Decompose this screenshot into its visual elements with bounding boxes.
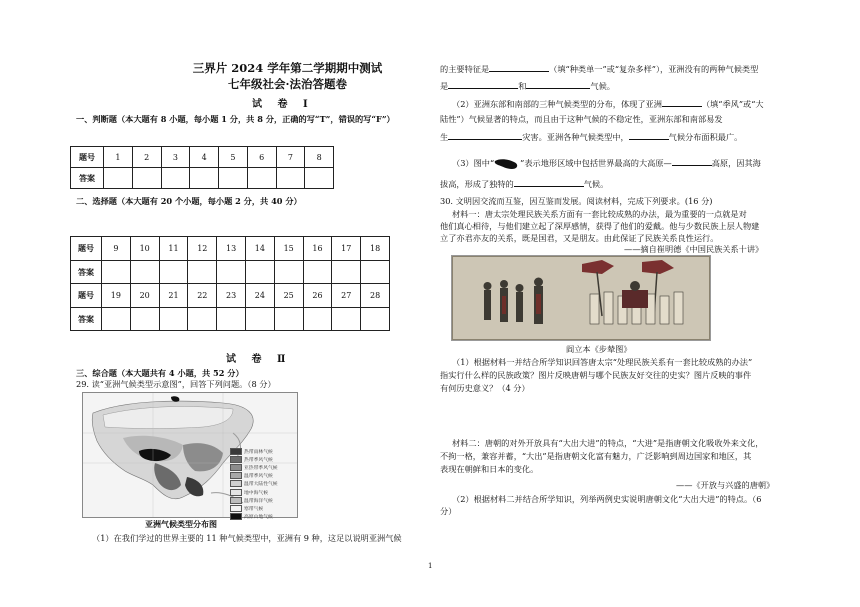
q30-part1-line: （1）根据材料一并结合所学知识回答唐太宗“处理民族关系有一套比较成熟的办法” [452, 357, 753, 367]
page-number: 1 [428, 562, 433, 570]
question-number: 21 [159, 284, 188, 308]
question-number: 17 [332, 237, 361, 261]
fill-blank[interactable] [662, 98, 702, 107]
text-span: 和 [518, 81, 527, 91]
answer-cell[interactable] [305, 168, 334, 189]
table-row-header: 题号 [71, 284, 102, 308]
legend-swatch [230, 505, 242, 512]
legend-swatch [230, 513, 242, 520]
question-number: 14 [245, 237, 274, 261]
question-number: 8 [305, 147, 334, 168]
fill-blank[interactable] [672, 157, 712, 166]
legend-label: 热带季风气候 [244, 457, 273, 463]
question-number: 11 [159, 237, 188, 261]
text-span: （3）图中“ [452, 158, 495, 168]
legend-swatch [230, 448, 242, 455]
text-span: （填“种类单一”或“复杂多样”），亚洲没有的两种气候类型 [549, 64, 759, 74]
legend-item [230, 455, 278, 463]
paper-2-label: 试 卷 Ⅱ [226, 354, 292, 365]
answer-line [440, 131, 742, 142]
question-number: 23 [217, 284, 246, 308]
table-row-header: 答案 [71, 308, 102, 331]
fill-blank[interactable] [526, 80, 590, 89]
legend-label: 温带季风气候 [244, 474, 273, 480]
text-span: 气候。 [590, 81, 615, 91]
fill-blank[interactable] [448, 80, 518, 89]
answer-cell[interactable] [188, 261, 217, 284]
question-number: 20 [130, 284, 159, 308]
answer-cell[interactable] [361, 261, 390, 284]
text-span: 是 [440, 81, 449, 91]
plateau-symbol-icon [494, 157, 520, 171]
map-legend [230, 447, 278, 521]
table-row-header: 题号 [71, 147, 104, 168]
legend-label: 地中海气候 [244, 490, 268, 496]
fill-blank[interactable] [514, 178, 584, 187]
material1-line: 他们真心相待，与他们建立起了深厚感情，获得了他们的爱戴。他与少数民族上层人物建 [440, 221, 760, 231]
answer-cell[interactable] [361, 308, 390, 331]
legend-swatch [230, 472, 242, 479]
q29-intro: 29. 读“亚洲气候类型示意图”，回答下列问题。（8 分） [76, 379, 276, 389]
answer-cell[interactable] [102, 308, 131, 331]
text-span: 气候分布面积最广。 [668, 132, 743, 142]
question-number: 4 [190, 147, 219, 168]
material2-line: 材料二：唐朝的对外开放具有“大出大进”的特点，“大进”是指唐朝文化吸收外来文化， [452, 438, 764, 448]
answer-line: 陆性”）气候显著的特点，而且由于这种气候的不稳定性，亚洲东部和南部易发 [440, 114, 723, 124]
legend-label: 热带雨林气候 [244, 449, 273, 455]
answer-cell[interactable] [219, 168, 248, 189]
question-number: 5 [219, 147, 248, 168]
answer-line [452, 98, 764, 109]
answer-line [452, 157, 761, 171]
text-span: 拔高，形成了独特的 [440, 179, 514, 189]
paper-1-label: 试 卷 I [252, 99, 314, 110]
map-caption: 亚洲气候类型分布图 [145, 520, 217, 529]
legend-label: 温带大陆性气候 [244, 482, 278, 488]
answer-cell[interactable] [303, 308, 332, 331]
answer-line [440, 178, 608, 189]
question-number: 22 [188, 284, 217, 308]
text-span: （填“季风”或“大 [701, 99, 764, 109]
answer-cell[interactable] [217, 261, 246, 284]
legend-swatch [230, 464, 242, 471]
exam-title: 三界片 2024 学年第二学期期中测试 [192, 61, 383, 75]
answer-cell[interactable] [245, 308, 274, 331]
legend-swatch [230, 456, 242, 463]
q30-part1-line: 指实行什么样的民族政策？图片反映唐朝与哪个民族友好交往的史实？图片反映的事件 [440, 370, 752, 380]
q29-part1: （1）在我们学过的世界主要的 11 种气候类型中，亚洲有 9 种，这足以说明亚洲气候 [92, 533, 402, 543]
question-number: 9 [102, 237, 131, 261]
choice-answer-table [70, 236, 390, 331]
answer-line [440, 63, 758, 74]
material1-line: 立了亦君亦友的关系，既是国君，又是朋友。由此保证了民族关系良性运行。 [440, 233, 719, 243]
question-number: 19 [102, 284, 131, 308]
table-row-header: 答案 [71, 261, 102, 284]
answer-cell[interactable] [332, 261, 361, 284]
answer-cell[interactable] [130, 308, 159, 331]
question-number: 24 [245, 284, 274, 308]
table-row-header: 题号 [71, 237, 102, 261]
section3-heading: 三、综合题（本大题共有 4 小题，共 52 分） [76, 368, 244, 378]
legend-item [230, 480, 278, 488]
legend-label: 亚热带季风气候 [244, 465, 278, 471]
legend-item [230, 472, 278, 480]
answer-cell[interactable] [159, 261, 188, 284]
question-number: 7 [276, 147, 305, 168]
answer-cell[interactable] [274, 308, 303, 331]
answer-cell[interactable] [130, 261, 159, 284]
painting-caption: 阎立本《步辇图》 [566, 344, 632, 354]
question-number: 3 [161, 147, 190, 168]
answer-cell[interactable] [161, 168, 190, 189]
legend-item [230, 513, 278, 521]
legend-swatch [230, 497, 242, 504]
text-span: 的主要特征是 [440, 64, 490, 74]
legend-label: 温带海洋气候 [244, 498, 273, 504]
legend-item [230, 504, 278, 512]
legend-item [230, 496, 278, 504]
q30-part2-line: （2）根据材料二并结合所学知识，列举两例史实说明唐朝文化“大出大进”的特点。（6 [452, 494, 762, 504]
question-number: 25 [274, 284, 303, 308]
text-span: 气候。 [583, 179, 609, 189]
material1-source: ——摘自崔明德《中国民族关系十讲》 [624, 244, 764, 254]
answer-cell[interactable] [104, 168, 133, 189]
section1-heading: 一、判断题（本大题有 8 小题，每小题 1 分，共 8 分，正确的写“T”，错误的写“F”） [76, 114, 395, 124]
text-span: 生 [440, 132, 449, 142]
legend-item [230, 463, 278, 471]
question-number: 16 [303, 237, 332, 261]
legend-item [230, 488, 278, 496]
text-span: 高原，因其海 [711, 158, 761, 168]
answer-cell[interactable] [217, 308, 246, 331]
answer-cell[interactable] [188, 308, 217, 331]
legend-label: 寒带气候 [244, 506, 264, 512]
answer-cell[interactable] [190, 168, 219, 189]
answer-line [440, 80, 615, 91]
painting-drawing [452, 256, 710, 340]
question-number: 18 [361, 237, 390, 261]
legend-swatch [230, 480, 242, 487]
answer-cell[interactable] [247, 168, 276, 189]
q30-part2-line: 分） [440, 506, 457, 516]
judgement-answer-table [70, 146, 334, 189]
question-number: 10 [130, 237, 159, 261]
material2-line: 不拘一格，兼容并蓄，“大出”是指唐朝文化富有魅力，广泛影响到周边国家和地区，其 [440, 451, 752, 461]
question-number: 12 [188, 237, 217, 261]
table-row-header: 答案 [71, 168, 104, 189]
question-number: 1 [104, 147, 133, 168]
legend-item [230, 447, 278, 455]
material2-line: 表现在朝鲜和日本的变化。 [440, 464, 539, 474]
text-span: ”表示地形区域中包括世界最高的大高原— [520, 158, 672, 168]
answer-cell[interactable] [332, 308, 361, 331]
question-number: 2 [132, 147, 161, 168]
question-number: 15 [274, 237, 303, 261]
q30-intro: 30. 文明因交流而互鉴，因互鉴而发展。阅读材料，完成下列要求。(16 分) [440, 196, 713, 206]
answer-cell[interactable] [132, 168, 161, 189]
buniantu-painting [451, 255, 711, 341]
text-span: 灾害。亚洲各种气候类型中， [522, 132, 629, 142]
material1-line: 材料一：唐太宗处理民族关系方面有一套比较成熟的办法，最为重要的一点就是对 [452, 209, 747, 219]
fill-blank[interactable] [629, 131, 669, 140]
exam-subtitle: 七年级社会·法治答题卷 [227, 77, 347, 91]
fill-blank[interactable] [448, 131, 522, 140]
text-span: （2）亚洲东部和南部的三种气候类型的分布，体现了亚洲 [452, 99, 662, 109]
legend-label: 高原山地气候 [244, 515, 273, 521]
answer-cell[interactable] [274, 261, 303, 284]
question-number: 27 [332, 284, 361, 308]
material2-source: ——《开放与兴盛的唐朝》 [676, 480, 775, 490]
section2-heading: 二、选择题（本大题有 20 个小题，每小题 2 分，共 40 分） [76, 196, 302, 206]
question-number: 13 [217, 237, 246, 261]
answer-cell[interactable] [303, 261, 332, 284]
question-number: 28 [361, 284, 390, 308]
q30-part1-line: 有何历史意义？（4 分） [440, 383, 530, 393]
fill-blank[interactable] [489, 63, 549, 72]
question-number: 6 [247, 147, 276, 168]
question-number: 26 [303, 284, 332, 308]
answer-cell[interactable] [245, 261, 274, 284]
answer-cell[interactable] [276, 168, 305, 189]
legend-swatch [230, 489, 242, 496]
answer-cell[interactable] [159, 308, 188, 331]
answer-cell[interactable] [102, 261, 131, 284]
